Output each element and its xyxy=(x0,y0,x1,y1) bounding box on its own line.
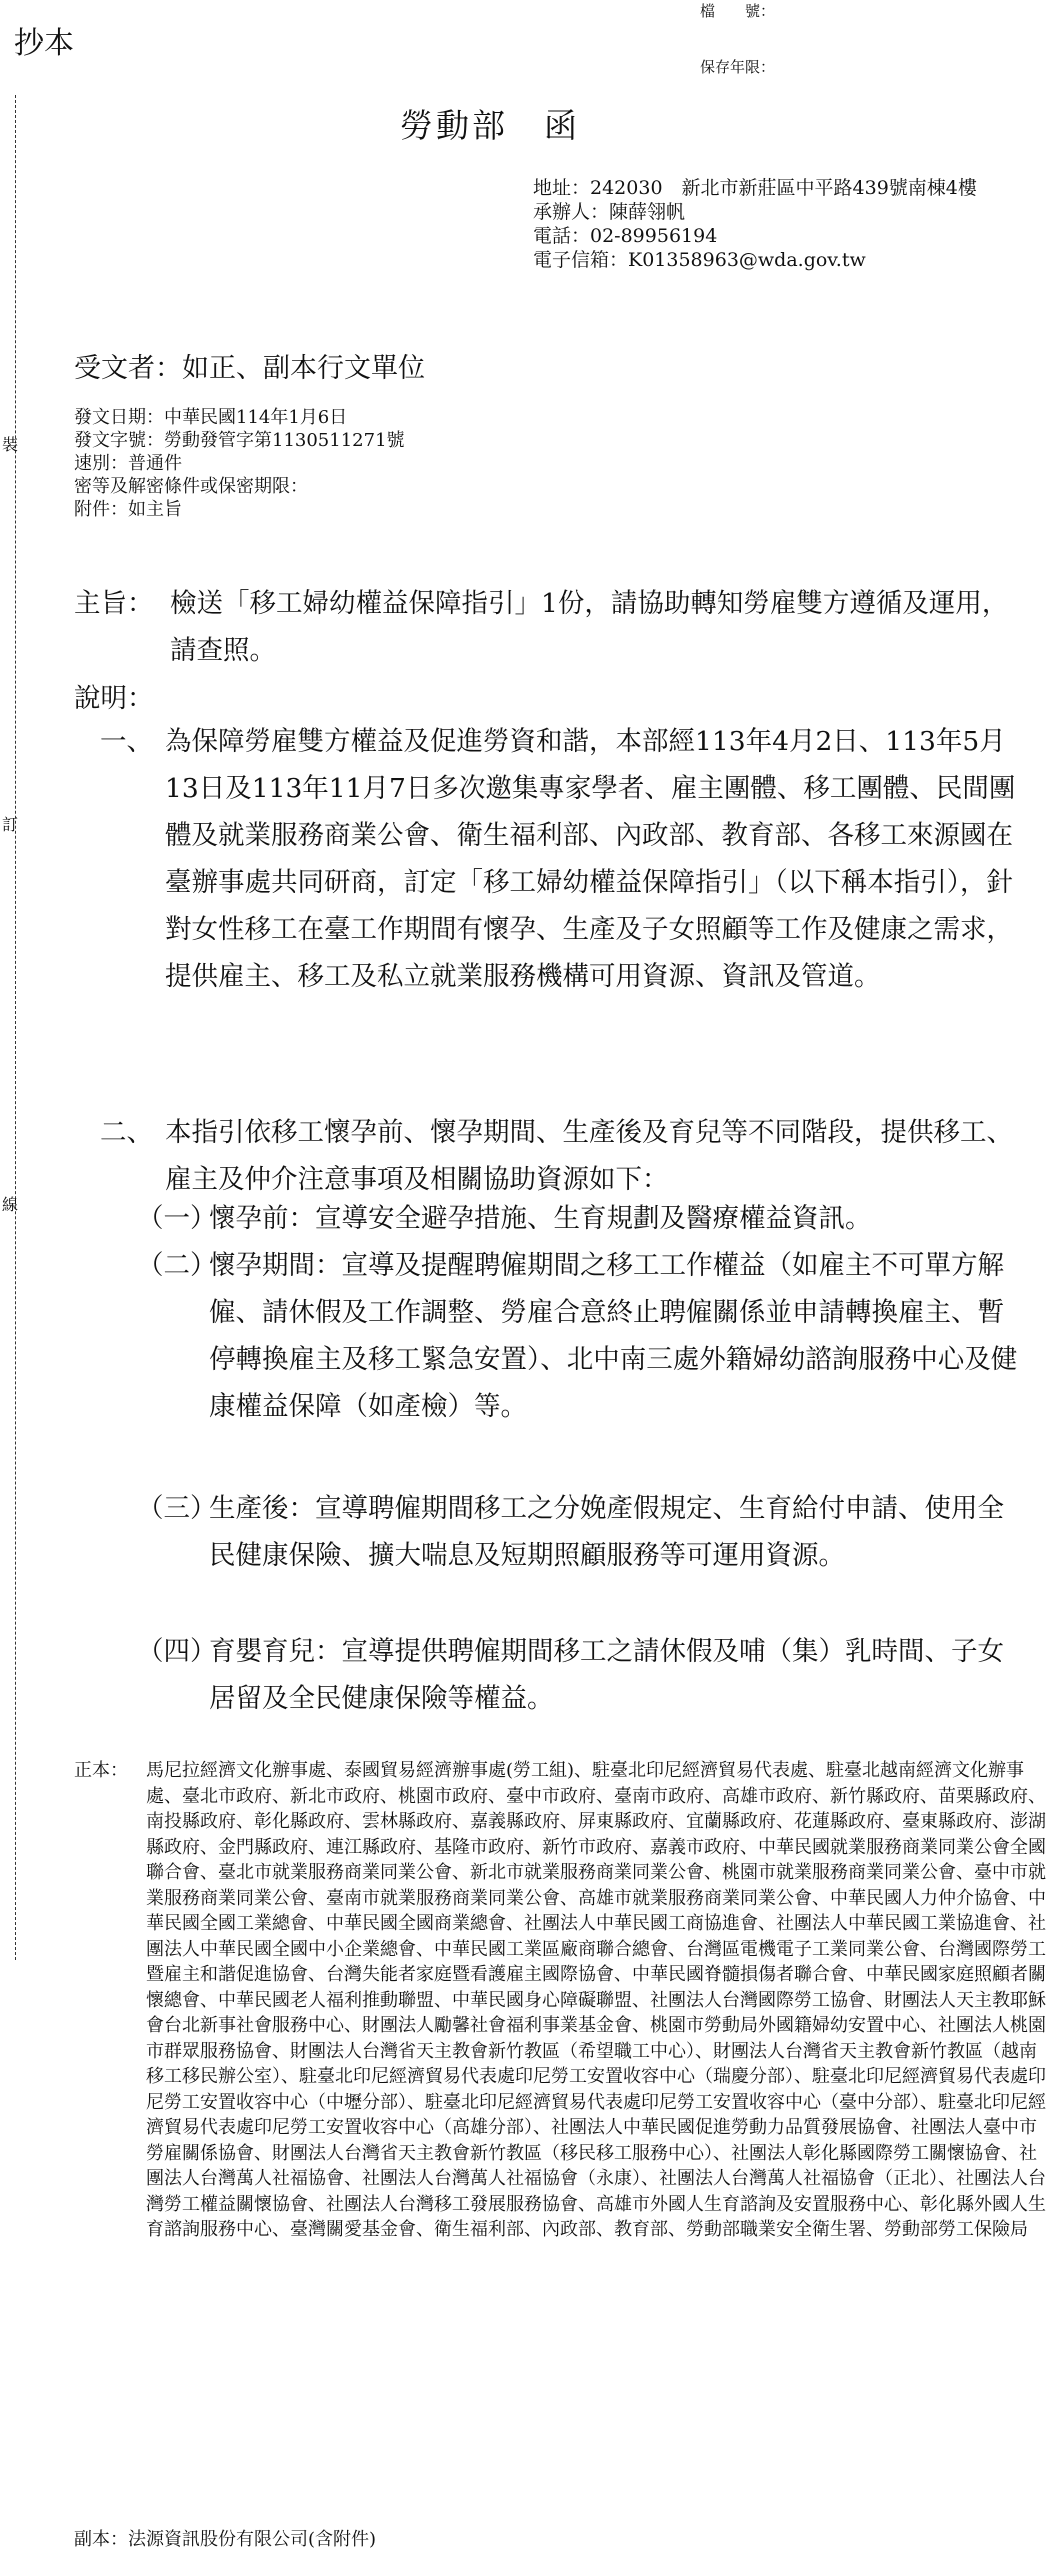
description-subitem-3 xyxy=(137,1485,1030,1579)
description-subitem-2 xyxy=(137,1242,1030,1430)
file-number-label: 檔 號： xyxy=(700,2,776,20)
subitem-number: （一） xyxy=(137,1203,217,1234)
cc-recipients: 副本：法源資訊股份有限公司(含附件) xyxy=(74,2529,377,2550)
item-text: 本指引依移工懷孕前、懷孕期間、生產後及育兒等不同階段，提供移工、雇主及仲介注意事項及相關協助資源如下： xyxy=(165,1117,1013,1195)
secrecy: 密等及解密條件或保密期限： xyxy=(74,476,308,497)
document-meta xyxy=(74,406,405,521)
binding-char-zhuang: 裝 xyxy=(2,435,19,454)
issue-number: 發文字號：勞動發管字第1130511271號 xyxy=(74,430,405,451)
description-item-2 xyxy=(100,1109,1020,1203)
main-recipients-list: 馬尼拉經濟文化辦事處、泰國貿易經濟辦事處(勞工組)、駐臺北印尼經濟貿易代表處、駐臺北越南經濟文化辦事處、臺北市政府、新北市政府、桃園市政府、臺中市政府、臺南市政府、高雄市政府、新竹縣政府、苗栗縣政府、南投縣政府、彰化縣政府、雲林縣政府、嘉義縣政府、屏東縣政府、宜蘭縣政府、花蓮縣政府、臺東縣政府、澎湖縣政府、金門縣政府、連江縣政府、基隆市政府、新竹市政府、嘉義市政府、中華民國就業服務商業同業公會全國聯合會、臺北市就業服務商業同業公會、新北市就業服務商業同業公會、桃園市就業服務商業同業公會、臺中市就業服務商業同業公會、臺南市就業服務商業同業公會、高雄市就業服務商業同業公會、中華民國人力仲介協會、中華民國全國工業總會、中華民國全國商業總會、社團法人中華民國工商協進會、社團法人中華民國工業協進會、社團法人中華民國全國中小企業總會、中華民國工業區廠商聯合總會、台灣區電機電子工業同業公會、台灣國際勞工暨雇主和諧促進協會、台灣失能者家庭暨看護雇主國際協會、中華民國脊髓損傷者聯合會、中華民國家庭照顧者關懷總會、中華民國老人福利推動聯盟、中華民國身心障礙聯盟、社團法人台灣國際勞工協會、財團法人天主教耶穌會台北新事社會服務中心、財團法人勵馨社會福利事業基金會、桃園市勞動局外國籍婦幼安置中心、社團法人桃園市群眾服務協會、財團法人台灣省天主教會新竹教區（希望職工中心）、財團法人台灣省天主教會新竹教區（越南移工移民辦公室）、駐臺北印尼經濟貿易代表處印尼勞工安置收容中心（瑞慶分部）、駐臺北印尼經濟貿易代表處印尼勞工安置收容中心（中壢分部）、駐臺北印尼經濟貿易代表處印尼勞工安置收容中心（臺中分部）、駐臺北印尼經濟貿易代表處印尼勞工安置收容中心（高雄分部）、社團法人中華民國促進勞動力品質發展協會、社團法人臺中市勞雇關係協會、財團法人台灣省天主教會新竹教區（移民移工服務中心）、社團法人彰化縣國際勞工關懷協會、社團法人台灣萬人社福協會、社團法人台灣萬人社福協會（永康）、社團法人台灣萬人社福協會（正北）、社團法人台灣勞工權益關懷協會、社團法人台灣移工發展服務協會、高雄市外國人生育諮詢及安置服務中心、彰化縣外國人生育諮詢服務中心、臺灣關愛基金會、衛生福利部、內政部、教育部、勞動部職業安全衛生署、勞動部勞工保險局 xyxy=(146,1760,1046,2240)
issue-date: 發文日期：中華民國114年1月6日 xyxy=(74,407,348,428)
address: 地址：242030 新北市新莊區中平路439號南棟4樓 xyxy=(533,177,977,199)
subitem-text: 育嬰育兒：宣導提供聘僱期間移工之請休假及哺（集）乳時間、子女居留及全民健康保險等權益。 xyxy=(209,1636,1004,1714)
subitem-text: 生產後：宣導聘僱期間移工之分娩產假規定、生育給付申請、使用全民健康保險、擴大喘息及短期照顧服務等可運用資源。 xyxy=(209,1493,1004,1571)
subject-label: 主旨： xyxy=(74,588,154,619)
handler: 承辦人：陳薛翎帆 xyxy=(533,201,686,223)
description-subitem-1 xyxy=(137,1195,1030,1242)
subject-text: 檢送「移工婦幼權益保障指引」1份，請協助轉知勞雇雙方遵循及運用，請查照。 xyxy=(170,588,1009,666)
copy-mark: 抄本 xyxy=(14,26,74,61)
speed: 速別：普通件 xyxy=(74,453,182,474)
subitem-text: 懷孕期間：宣導及提醒聘僱期間之移工工作權益（如雇主不可單方解僱、請休假及工作調整、勞雇合意終止聘僱關係並申請轉換雇主、暫停轉換雇主及移工緊急安置）、北中南三處外籍婦幼諮詢服務中心及健康權益保障（如產檢）等。 xyxy=(209,1250,1018,1422)
binding-char-xian: 線 xyxy=(2,1195,19,1214)
attachment: 附件：如主旨 xyxy=(74,499,182,520)
item-number: 一、 xyxy=(100,726,153,757)
subitem-number: （四） xyxy=(137,1636,217,1667)
subitem-text: 懷孕前：宣導安全避孕措施、生育規劃及醫療權益資訊。 xyxy=(209,1203,872,1234)
phone: 電話：02-89956194 xyxy=(533,225,718,247)
email: 電子信箱：K01358963@wda.gov.tw xyxy=(533,249,866,271)
subitem-number: （二） xyxy=(137,1250,217,1281)
main-recipients-label: 正本： xyxy=(74,1760,128,1781)
description-item-1 xyxy=(100,718,1020,1000)
retention-label: 保存年限： xyxy=(700,58,776,76)
description-subitem-4 xyxy=(137,1628,1030,1722)
subject xyxy=(74,580,1034,674)
item-text: 為保障勞雇雙方權益及促進勞資和諧，本部經113年4月2日、113年5月13日及113年11月7日多次邀集專家學者、雇主團體、移工團體、民間團體及就業服務商業公會、衛生福利部、內政部、教育部、各移工來源國在臺辦事處共同研商，訂定「移工婦幼權益保障指引」（以下稱本指引），針對女性移工在臺工作期間有懷孕、生產及子女照顧等工作及健康之需求，提供雇主、移工及私立就業服務機構可用資源、資訊及管道。 xyxy=(165,726,1016,992)
recipient: 受文者：如正、副本行文單位 xyxy=(74,353,425,384)
main-recipients xyxy=(74,1758,1046,2243)
item-number: 二、 xyxy=(100,1117,153,1148)
document-title: 勞動部 函 xyxy=(400,106,580,145)
contact-block xyxy=(533,176,1043,272)
binding-char-ding: 訂 xyxy=(2,815,19,834)
subitem-number: （三） xyxy=(137,1493,217,1524)
description-label: 說明： xyxy=(74,683,154,714)
binding-line xyxy=(15,95,16,1960)
